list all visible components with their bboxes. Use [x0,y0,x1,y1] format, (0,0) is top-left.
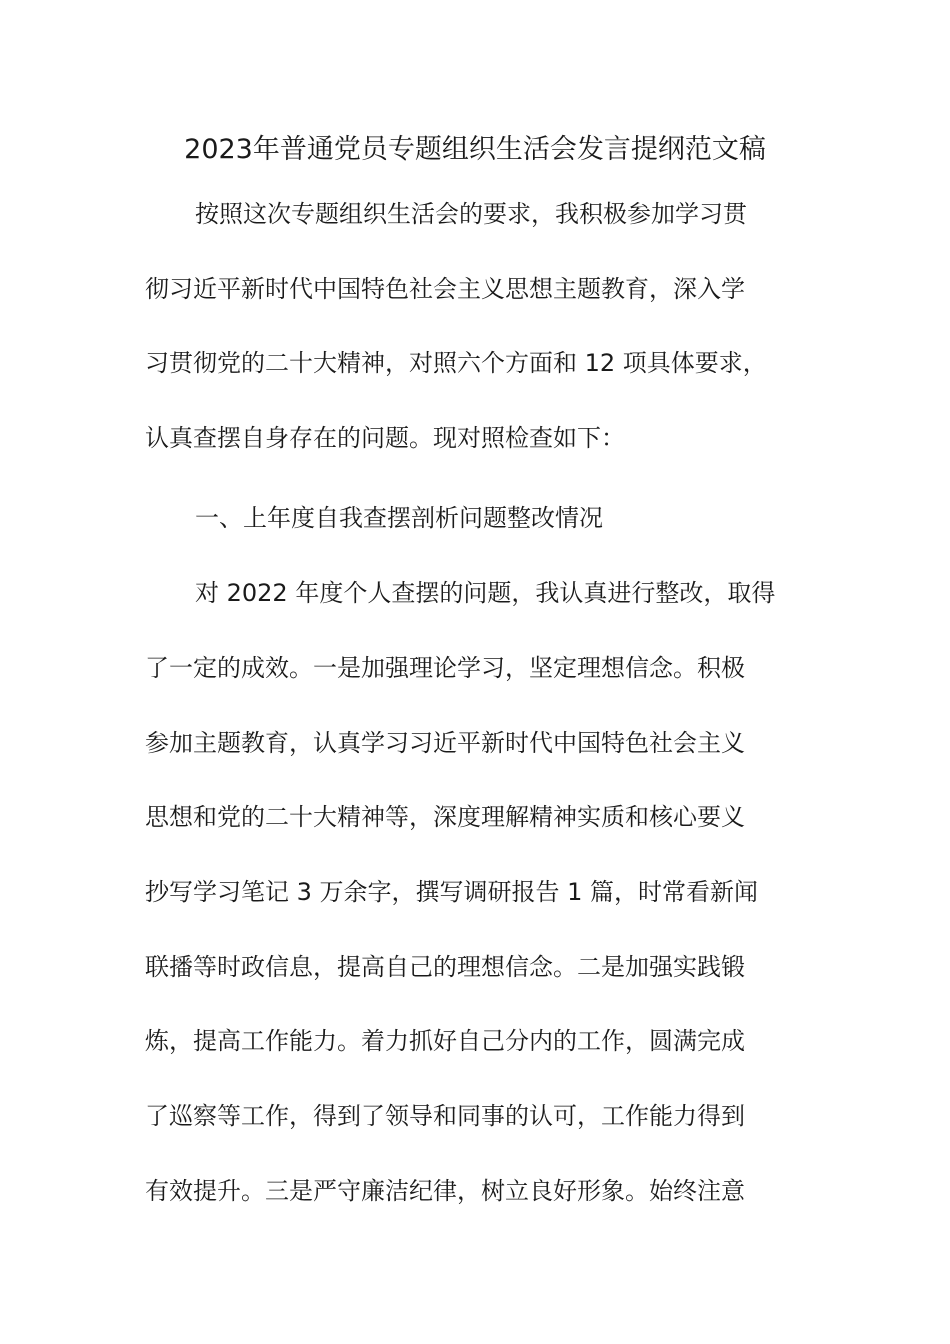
paragraph-2-line-9: 有效提升。三是严守廉洁纪律，树立良好形象。始终注意 [145,1177,745,1205]
paragraph-1-line-1: 按照这次专题组织生活会的要求，我积极参加学习贯 [195,200,747,228]
paragraph-1-line-2: 彻习近平新时代中国特色社会主义思想主题教育，深入学 [145,275,745,303]
paragraph-1-line-3: 习贯彻党的二十大精神，对照六个方面和 12 项具体要求， [145,349,767,377]
paragraph-2-line-3: 参加主题教育，认真学习习近平新时代中国特色社会主义 [145,729,745,757]
document-title: 2023年普通党员专题组织生活会发言提纲范文稿 [184,134,766,165]
paragraph-2-line-5: 抄写学习笔记 3 万余字，撰写调研报告 1 篇，时常看新闻 [145,878,759,906]
paragraph-2-line-4: 思想和党的二十大精神等，深度理解精神实质和核心要义 [145,803,745,831]
paragraph-2-line-8: 了巡察等工作，得到了领导和同事的认可，工作能力得到 [145,1102,745,1130]
paragraph-2-line-7: 炼，提高工作能力。着力抓好自己分内的工作，圆满完成 [145,1027,745,1055]
paragraph-2-line-6: 联播等时政信息，提高自己的理想信念。二是加强实践锻 [145,953,745,981]
section-heading-1: 一、上年度自我查摆剖析问题整改情况 [195,504,603,532]
paragraph-1-line-4: 认真查摆自身存在的问题。现对照检查如下： [145,424,625,452]
paragraph-2-line-1: 对 2022 年度个人查摆的问题，我认真进行整改，取得 [195,579,776,607]
paragraph-2-line-2: 了一定的成效。一是加强理论学习，坚定理想信念。积极 [145,654,745,682]
